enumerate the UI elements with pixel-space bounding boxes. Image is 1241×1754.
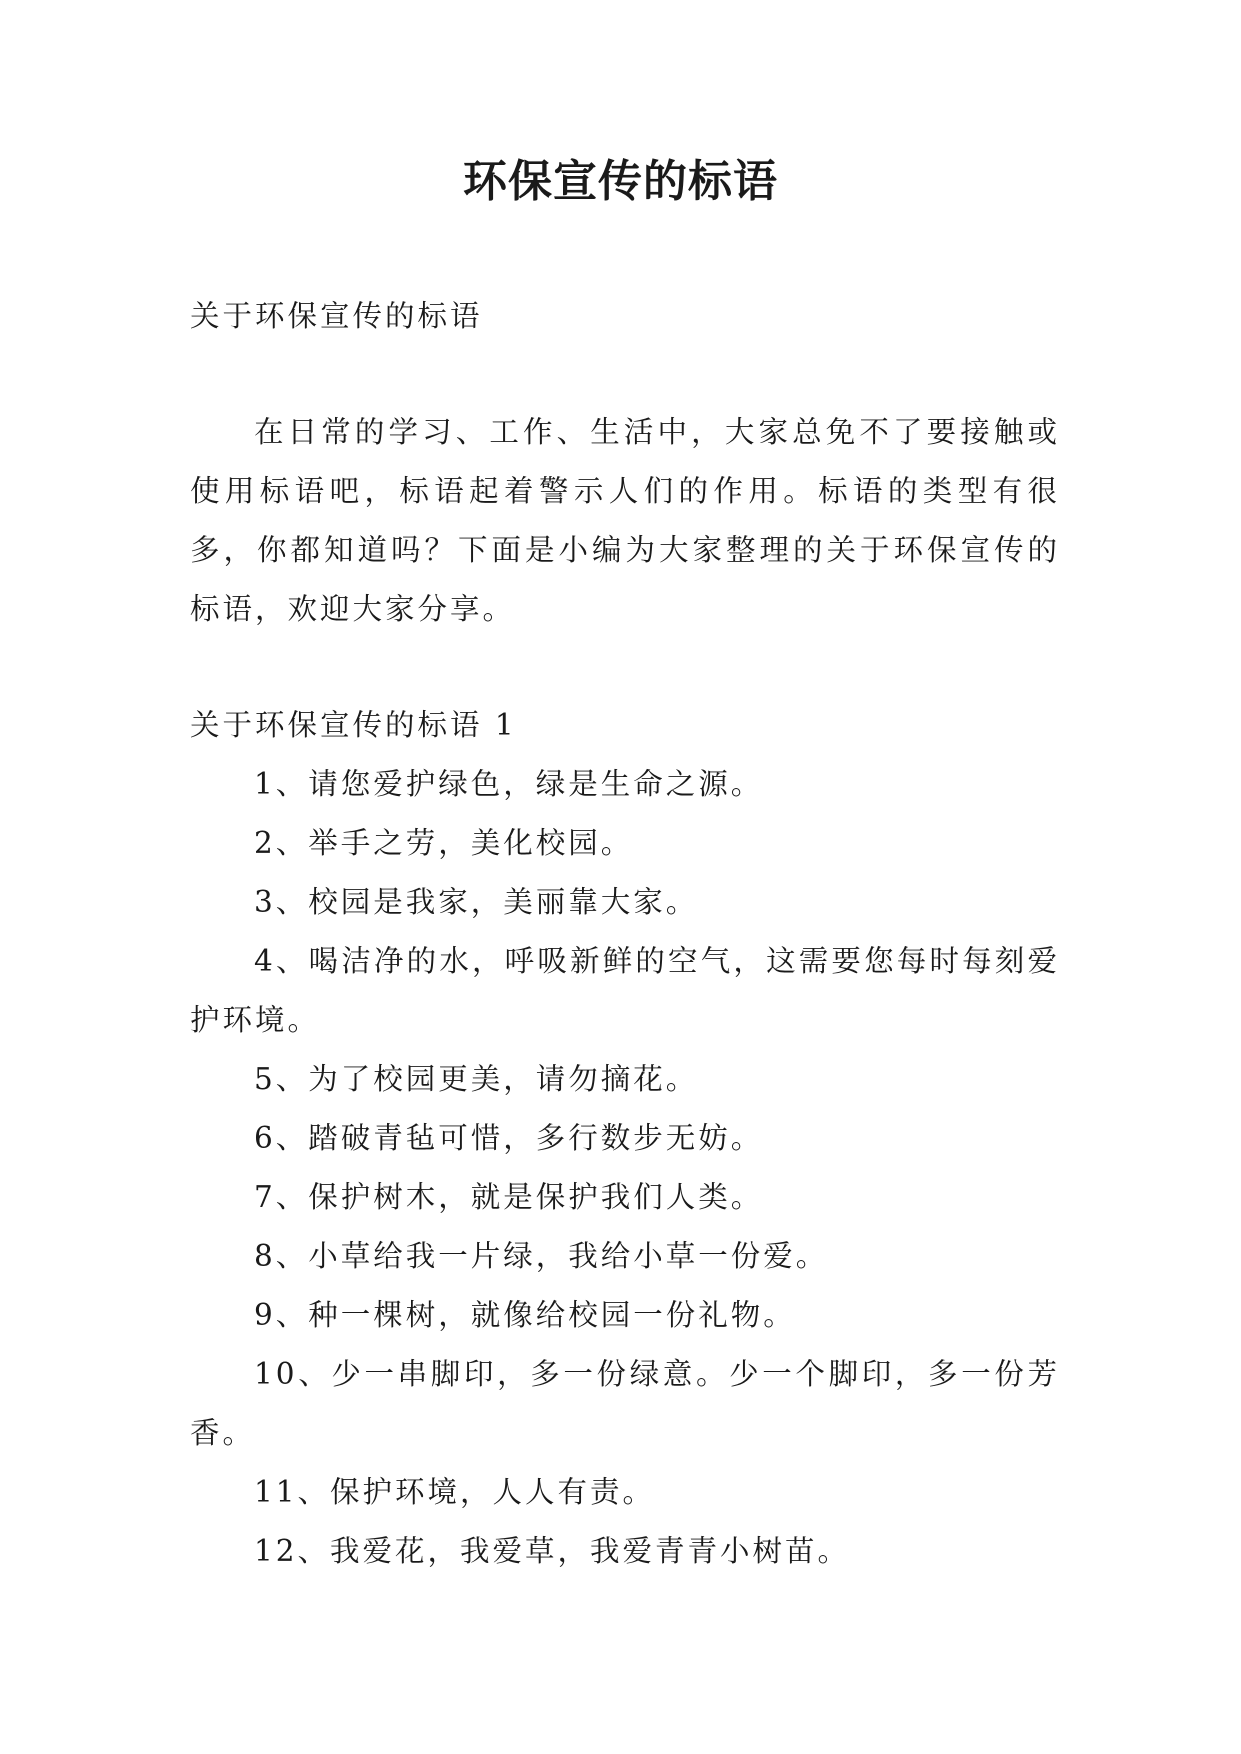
list-item: 9、种一棵树，就像给校园一份礼物。 — [254, 1298, 796, 1332]
document-subtitle: 关于环保宣传的标语 — [190, 299, 483, 333]
list-item: 5、为了校园更美，请勿摘花。 — [254, 1062, 699, 1096]
list-item: 6、踏破青毡可惜，多行数步无妨。 — [254, 1121, 764, 1155]
section-block — [190, 696, 1060, 1581]
document-title: 环保宣传的标语 — [463, 156, 778, 207]
intro-block — [190, 403, 1060, 639]
list-item: 3、校园是我家，美丽靠大家。 — [254, 885, 699, 919]
list-item: 11、保护环境，人人有责。 — [254, 1475, 656, 1509]
list-item: 8、小草给我一片绿，我给小草一份爱。 — [254, 1239, 829, 1273]
subtitle-block — [190, 287, 1060, 346]
section-heading: 关于环保宣传的标语 1 — [190, 708, 517, 742]
list-item: 4、喝洁净的水，呼吸新鲜的空气，这需要您每时每刻爱护环境。 — [190, 944, 1060, 1037]
list-item: 10、少一串脚印，多一份绿意。少一个脚印，多一份芳香。 — [190, 1357, 1060, 1450]
list-item: 7、保护树木，就是保护我们人类。 — [254, 1180, 764, 1214]
list-item: 1、请您爱护绿色，绿是生命之源。 — [254, 767, 764, 801]
list-item: 2、举手之劳，美化校园。 — [254, 826, 634, 860]
slogan-list — [190, 755, 1060, 1581]
intro-paragraph: 在日常的学习、工作、生活中，大家总免不了要接触或使用标语吧，标语起着警示人们的作用。标语的类型有很多，你都知道吗？下面是小编为大家整理的关于环保宣传的标语，欢迎大家分享。 — [190, 415, 1060, 626]
list-item: 12、我爱花，我爱草，我爱青青小树苗。 — [254, 1534, 851, 1568]
